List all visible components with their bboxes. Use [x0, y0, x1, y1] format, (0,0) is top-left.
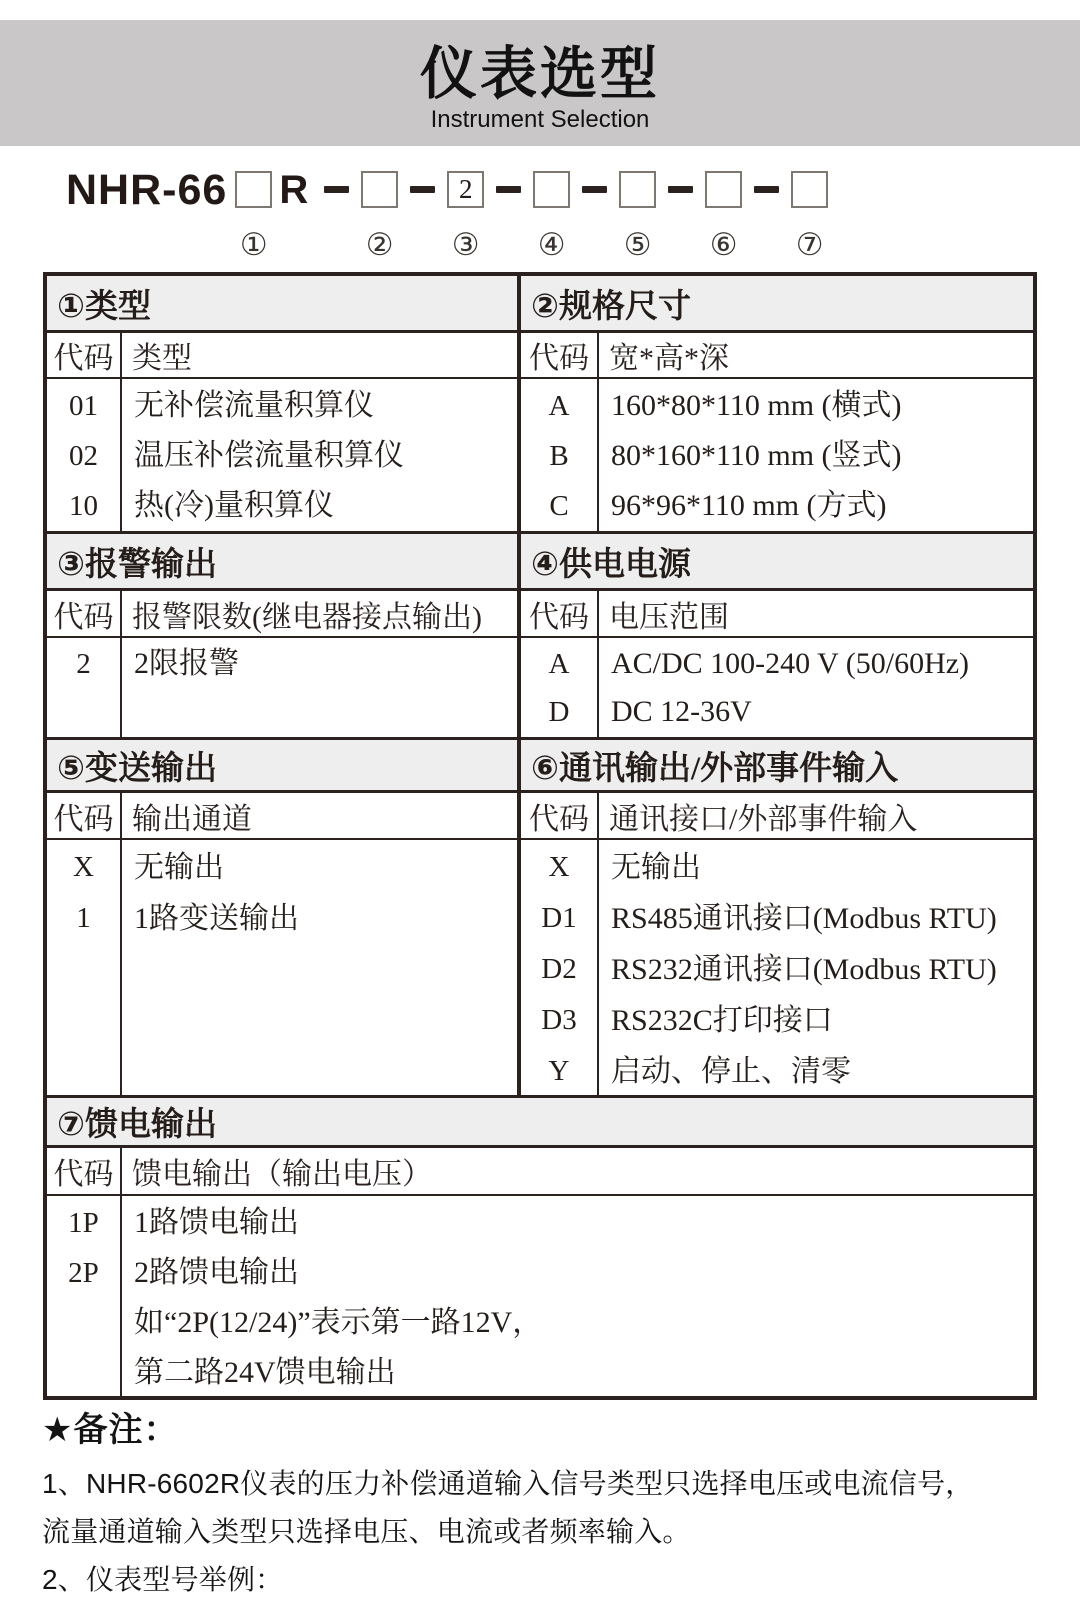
remarks-heading: ★备注：	[42, 1411, 179, 1449]
section-title-transmit: ⑤变送输出	[57, 750, 217, 787]
position-label-1: ①	[239, 227, 268, 262]
desc-cell: 温压补偿流量积算仪	[134, 439, 404, 472]
column-header-code: 代码	[521, 333, 599, 377]
dash-separator	[496, 186, 521, 193]
dash-separator	[754, 186, 779, 193]
code-cell: D	[548, 696, 570, 728]
remarks-block	[42, 1402, 1052, 1602]
column-header-voltage: 电压范围	[609, 600, 729, 634]
section-title-comm: ⑥通讯输出/外部事件输入	[531, 750, 899, 787]
column-header-code: 代码	[47, 1148, 122, 1194]
code-cell: 01	[69, 390, 98, 422]
section-title-alarm: ③报警输出	[57, 546, 217, 583]
model-box-4	[533, 171, 570, 262]
column-header-comm-interface: 通讯接口/外部事件输入	[609, 802, 918, 836]
position-label-5: ⑤	[623, 227, 652, 262]
code-cell: X	[548, 851, 570, 883]
code-cell: Y	[548, 1055, 570, 1087]
column-header-code: 代码	[521, 793, 599, 838]
code-cell: 2P	[68, 1257, 99, 1289]
desc-cell: DC 12-36V	[611, 695, 752, 728]
column-header-size: 宽*高*深	[609, 342, 729, 375]
section-alarm-and-power	[47, 534, 1033, 740]
desc-cell: 80*160*110 mm (竖式)	[611, 439, 902, 472]
column-header-output-channel: 输出通道	[132, 802, 252, 836]
desc-cell: AC/DC 100-240 V (50/60Hz)	[611, 647, 970, 680]
column-header-code: 代码	[47, 591, 122, 636]
column-header-code: 代码	[47, 793, 122, 838]
code-cell: B	[549, 440, 569, 472]
transmit-rows	[47, 840, 521, 1095]
model-box-6	[705, 171, 742, 262]
desc-cell: 启动、停止、清零	[611, 1055, 851, 1088]
model-box-3-value: 2	[458, 174, 473, 204]
alarm-rows	[47, 638, 521, 737]
feed-desc-column	[122, 1196, 1033, 1396]
position-label-2: ②	[365, 227, 394, 262]
power-rows	[521, 638, 1033, 737]
column-header-code: 代码	[47, 333, 122, 377]
code-cell: D2	[541, 953, 577, 985]
code-cell: 1	[76, 902, 91, 934]
code-cell: 02	[69, 440, 98, 472]
model-box-2	[361, 171, 398, 262]
code-cell: C	[549, 490, 569, 522]
code-cell: D1	[541, 902, 577, 934]
desc-cell: RS232通讯接口(Modbus RTU)	[611, 953, 997, 986]
desc-cell: 1路变送输出	[134, 902, 299, 935]
dash-separator	[582, 186, 607, 193]
desc-cell: 2路馈电输出	[134, 1256, 299, 1289]
position-label-6: ⑥	[709, 227, 738, 262]
desc-cell: 如“2P(12/24)”表示第一路12V，	[134, 1306, 543, 1339]
remark-line: 1、NHR-6602R仪表的压力补偿通道输入信号类型只选择电压或电流信号，	[42, 1468, 974, 1499]
model-code-line	[66, 168, 828, 278]
selection-table	[43, 272, 1037, 1400]
model-letter-r: R	[279, 168, 309, 212]
model-box-3	[447, 171, 484, 262]
column-header-alarm: 报警限数(继电器接点输出)	[132, 600, 482, 634]
title-band	[0, 20, 1080, 146]
code-cell: 2	[76, 648, 91, 680]
dash-separator	[668, 186, 693, 193]
type-rows	[47, 379, 521, 531]
desc-cell: 160*80*110 mm (横式)	[611, 389, 902, 422]
code-cell: A	[548, 390, 570, 422]
desc-cell: 2限报警	[134, 647, 239, 680]
position-label-4: ④	[537, 227, 566, 262]
desc-cell: 96*96*110 mm (方式)	[611, 489, 887, 522]
column-header-type: 类型	[132, 342, 192, 375]
dash-separator	[410, 186, 435, 193]
desc-cell: RS485通讯接口(Modbus RTU)	[611, 902, 997, 935]
code-cell: 1P	[68, 1207, 99, 1239]
remark-line: 流量通道输入类型只选择电压、电流或者频率输入。	[42, 1516, 691, 1547]
desc-cell: 1路馈电输出	[134, 1206, 299, 1239]
desc-cell: 第二路24V馈电输出	[134, 1356, 396, 1389]
code-cell: X	[73, 851, 94, 883]
model-prefix: NHR-66	[66, 166, 228, 214]
model-box-5	[619, 171, 656, 262]
section-title-size: ②规格尺寸	[531, 288, 691, 325]
comm-rows	[521, 840, 1033, 1095]
section-title-type: ①类型	[57, 288, 151, 325]
model-box-1	[235, 171, 272, 262]
position-label-7: ⑦	[795, 227, 824, 262]
section-title-power: ④供电电源	[531, 546, 691, 583]
code-cell: A	[548, 648, 570, 680]
dash-separator	[324, 186, 349, 193]
page-title: 仪表选型	[420, 42, 660, 106]
position-label-3: ③	[451, 227, 480, 262]
feed-code-column	[47, 1196, 122, 1396]
desc-cell: 无补偿流量积算仪	[134, 389, 374, 422]
column-header-feed: 馈电输出（输出电压）	[132, 1158, 432, 1191]
page-subtitle: Instrument Selection	[430, 106, 650, 133]
size-rows	[521, 379, 1033, 531]
desc-cell: 无输出	[134, 851, 224, 884]
section-type-and-size	[47, 276, 1033, 534]
remark-line: 2、仪表型号举例：	[42, 1564, 284, 1595]
code-cell: D3	[541, 1004, 577, 1036]
code-cell: 10	[69, 490, 98, 522]
column-header-code: 代码	[521, 591, 599, 636]
section-feed-output	[47, 1098, 1033, 1396]
desc-cell: 热(冷)量积算仪	[134, 489, 334, 522]
section-transmit-and-comm	[47, 740, 1033, 1098]
desc-cell: RS232C打印接口	[611, 1004, 833, 1037]
section-title-feed: ⑦馈电输出	[57, 1107, 217, 1143]
model-box-7	[791, 171, 828, 262]
desc-cell: 无输出	[611, 851, 701, 884]
